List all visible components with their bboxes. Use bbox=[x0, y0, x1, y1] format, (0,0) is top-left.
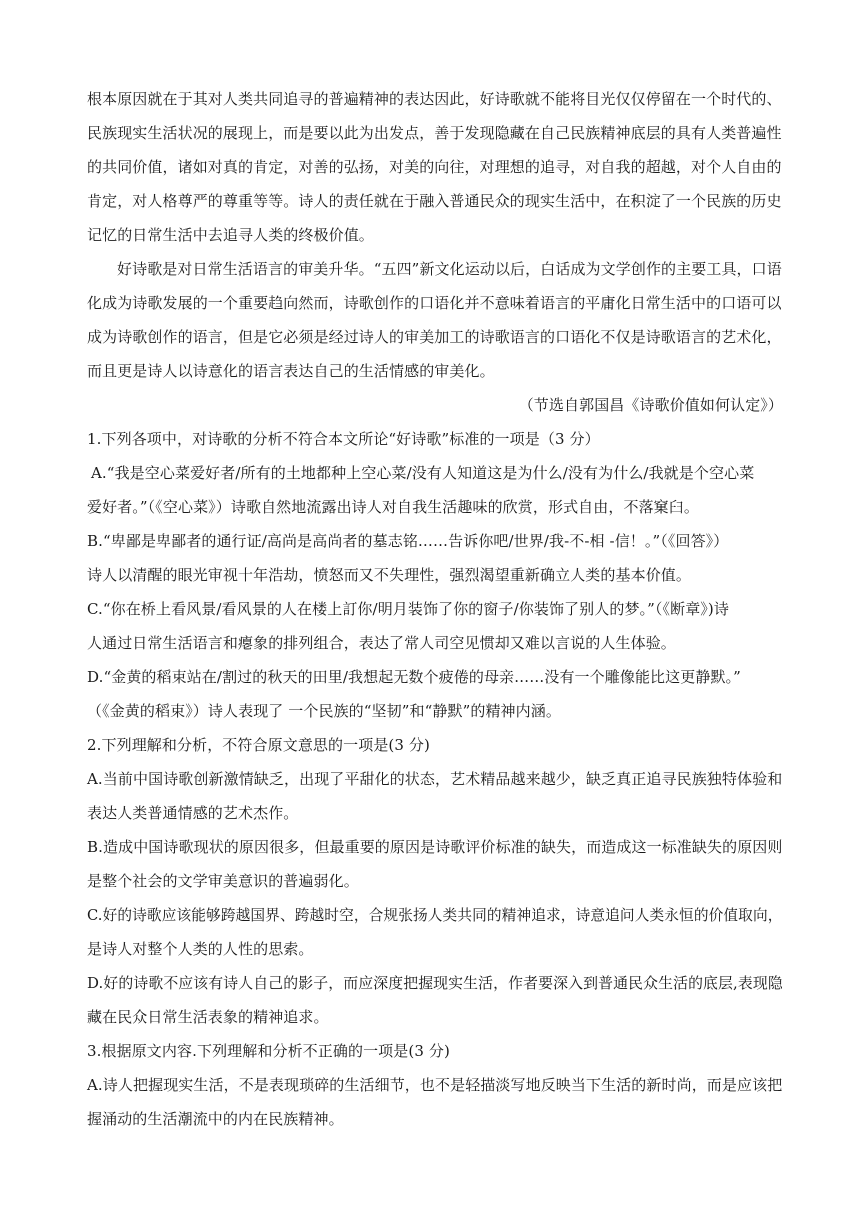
passage-p1-line-2: 民族现实生活状况的展现上，而是要以此为出发点，善于发现隐藏在自己民族精神底层的具有人类普遍性 bbox=[87, 124, 782, 142]
q2-option-c-line-2: 是诗人对整个人类的人性的思索。 bbox=[87, 940, 314, 958]
q2-option-b-line-1: B.造成中国诗歌现状的原因很多，但最重要的原因是诗歌评价标准的缺失，而造成这一标准缺失的原因则 bbox=[87, 838, 783, 856]
passage-p2-line-3: 成为诗歌创作的语言，但是它必须是经过诗人的审美加工的诗歌语言的口语化不仅是诗歌语言的艺术化， bbox=[87, 328, 782, 346]
q1-option-a-line-1: A.“我是空心菜爱好者/所有的土地都种上空心菜/没有人知道这是为什么/没有为什么/我就是个空心菜 bbox=[91, 464, 755, 482]
passage-p1-line-4: 肯定，对人格尊严的尊重等等。诗人的责任就在于融入普通民众的现实生活中，在积淀了一个民族的历史 bbox=[87, 192, 782, 210]
q1-option-d-line-1: D.“金黄的稻束站在/割过的秋天的田里/我想起无数个疲倦的母亲……没有一个雕像能比这更静默。” bbox=[87, 668, 741, 686]
q2-option-c-line-1: C.好的诗歌应该能够跨越国界、跨越时空，合规张扬人类共同的精神追求，诗意追问人类永恒的价值取向， bbox=[87, 906, 783, 924]
passage-p1-line-1: 根本原因就在于其对人类共同追寻的普遍精神的表达因此，好诗歌就不能将目光仅仅停留在一个时代的、 bbox=[87, 90, 782, 108]
passage-p2-line-4: 而且更是诗人以诗意化的语言表达自己的生活情感的审美化。 bbox=[87, 362, 495, 380]
q2-option-d-line-1: D.好的诗歌不应该有诗人自己的影子，而应深度把握现实生活，作者要深入到普通民众生活的底层,表现隐 bbox=[87, 974, 783, 992]
q2-option-b-line-2: 是整个社会的文学审美意识的普遍弱化。 bbox=[87, 872, 359, 890]
q1-option-c-line-1: C.“你在桥上看风景/看风景的人在楼上訂你/明月装饰了你的窗子/你装饰了别人的梦。”（《断章》)诗 bbox=[87, 600, 729, 618]
passage-source: （节选自郭国昌《诗歌价值如何认定》） bbox=[518, 396, 783, 414]
q2-option-a-line-2: 表达人类普通情感的艺术杰作。 bbox=[87, 804, 299, 822]
passage-p1-line-5: 记忆的日常生活中去追寻人类的终极价值。 bbox=[87, 226, 374, 244]
q1-option-a-line-2: 爱好者。”（《空心菜》）诗歌自然地流露出诗人对自我生活趣味的欣赏，形式自由，不落窠臼。 bbox=[87, 498, 699, 516]
q3-stem: 3.根据原文内容.下列理解和分析不正确的一项是(3 分) bbox=[87, 1042, 450, 1060]
q2-option-a-line-1: A.当前中国诗歌创新激情缺乏，出现了平甜化的状态，艺术精品越来越少，缺乏真正追寻民族独特体验和 bbox=[87, 770, 783, 788]
q1-option-b-line-2: 诗人以清醒的眼光审视十年浩劫，愤怒而又不失理性，强烈渴望重新确立人类的基本价值。 bbox=[87, 566, 692, 584]
q1-option-b-line-1: B.“卑鄙是卑鄙者的通行证/高尚是高尚者的墓志铭……告诉你吧/世界/我-不-相 -信！。”（《回答》） bbox=[87, 532, 729, 550]
passage-p2-line-2: 化成为诗歌发展的一个重要趋向然而，诗歌创作的口语化并不意味着语言的平庸化日常生活中的口语可以 bbox=[87, 294, 782, 312]
passage-p1-line-3: 的共同价值，诸如对真的肯定，对善的弘扬，对美的向往，对理想的追寻，对自我的超越，对个人自由的 bbox=[87, 158, 782, 176]
passage-p2-line-1: 好诗歌是对日常生活语言的审美升华。“五四”新文化运动以后，白话成为文学创作的主要工具，口语 bbox=[117, 260, 782, 278]
q2-stem: 2.下列理解和分析，不符合原文意思的一项是(3 分) bbox=[87, 736, 430, 754]
q1-option-c-line-2: 人通过日常生活语言和瘪象的排列组合，表达了常人司空见惯却又难以言说的人生体验。 bbox=[87, 634, 676, 652]
q3-option-a-line-2: 握涌动的生活潮流中的内在民族精神。 bbox=[87, 1110, 344, 1128]
q1-option-d-line-2: （《金黄的稻束》）诗人表现了 一个民族的“坚韧”和“静默”的精神内涵。 bbox=[87, 702, 561, 720]
q3-option-a-line-1: A.诗人把握现实生活，不是表现琐碎的生活细节，也不是轻描淡写地反映当下生活的新时尚，而是应该把 bbox=[87, 1076, 783, 1094]
q1-stem: 1.下列各项中，对诗歌的分析不符合本文所论“好诗歌”标准的一项是（3 分） bbox=[87, 430, 600, 448]
q2-option-d-line-2: 藏在民众日常生活表象的精神追求。 bbox=[87, 1008, 329, 1026]
